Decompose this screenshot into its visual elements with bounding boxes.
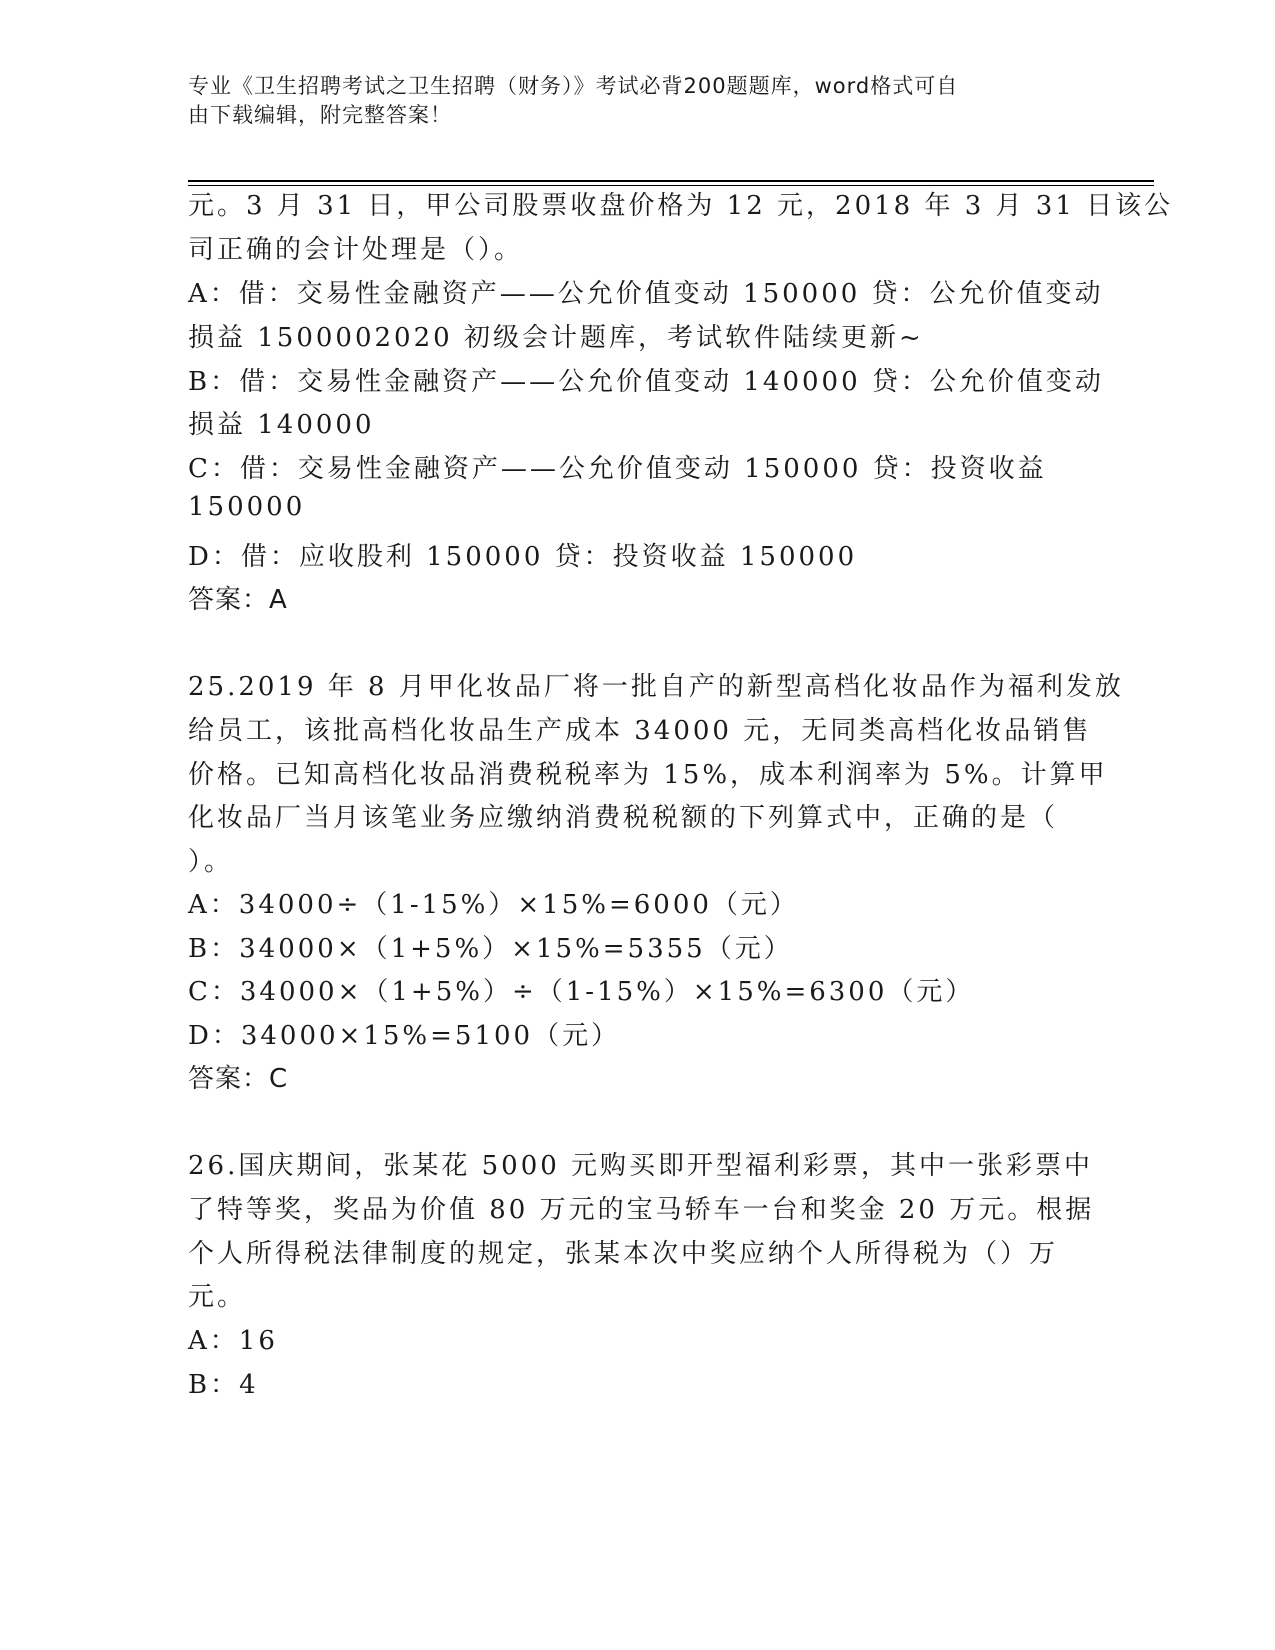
q24-option-b: B：借：交易性金融资产——公允价值变动 140000 贷：公允价值变动 [188, 367, 1104, 397]
q25-option-d: D：34000×15%=5100（元） [188, 1021, 621, 1051]
q25-answer: 答案：C [188, 1064, 289, 1094]
q24-stem-line: 元。3 月 31 日，甲公司股票收盘价格为 12 元，2018 年 3 月 31 日该公 [188, 191, 1174, 221]
header-rule-thick [188, 180, 1154, 182]
q25-stem-line: 给员工，该批高档化妆品生产成本 34000 元，无同类高档化妆品销售 [188, 716, 1092, 746]
q24-stem-line: 司正确的会计处理是（）。 [188, 235, 524, 265]
q26-option-a: A：16 [188, 1326, 278, 1356]
q24-option-c: C：借：交易性金融资产——公允价值变动 150000 贷：投资收益 [188, 454, 1047, 484]
q25-stem-line: ）。 [188, 847, 234, 877]
q25-stem-line: 价格。已知高档化妆品消费税税率为 15%，成本利润率为 5%。计算甲 [188, 760, 1108, 790]
q25-option-c: C：34000×（1+5%）÷（1-15%）×15%=6300（元） [188, 977, 975, 1007]
page-header: 专业《卫生招聘考试之卫生招聘（财务）》考试必背200题题库，word格式可自 由下载编辑，附完整答案！ [188, 74, 959, 127]
q26-stem-line: 元。 [188, 1282, 247, 1312]
q25-option-a: A：34000÷（1-15%）×15%=6000（元） [188, 890, 799, 920]
q24-option-d: D：借：应收股利 150000 贷：投资收益 150000 [188, 542, 858, 572]
q24-option-b-cont: 损益 140000 [188, 410, 375, 440]
q26-option-b: B：4 [188, 1370, 259, 1400]
q24-option-a: A：借：交易性金融资产——公允价值变动 150000 贷：公允价值变动 [188, 279, 1104, 309]
q26-stem-line: 个人所得税法律制度的规定，张某本次中奖应纳个人所得税为（）万 [188, 1239, 1059, 1269]
q26-stem-line: 26.国庆期间，张某花 5000 元购买即开型福利彩票，其中一张彩票中 [188, 1151, 1094, 1181]
q24-answer: 答案：A [188, 585, 288, 615]
q24-option-a-cont: 损益 1500002020 初级会计题库，考试软件陆续更新~ [188, 323, 924, 353]
q26-stem-line: 了特等奖，奖品为价值 80 万元的宝马轿车一台和奖金 20 万元。根据 [188, 1195, 1095, 1225]
q25-stem-line: 25.2019 年 8 月甲化妆品厂将一批自产的新型高档化妆品作为福利发放 [188, 672, 1124, 702]
q25-option-b: B：34000×（1+5%）×15%=5355（元） [188, 934, 793, 964]
q24-option-c-cont: 150000 [188, 492, 306, 522]
q25-stem-line: 化妆品厂当月该笔业务应缴纳消费税税额的下列算式中，正确的是（ [188, 803, 1059, 833]
